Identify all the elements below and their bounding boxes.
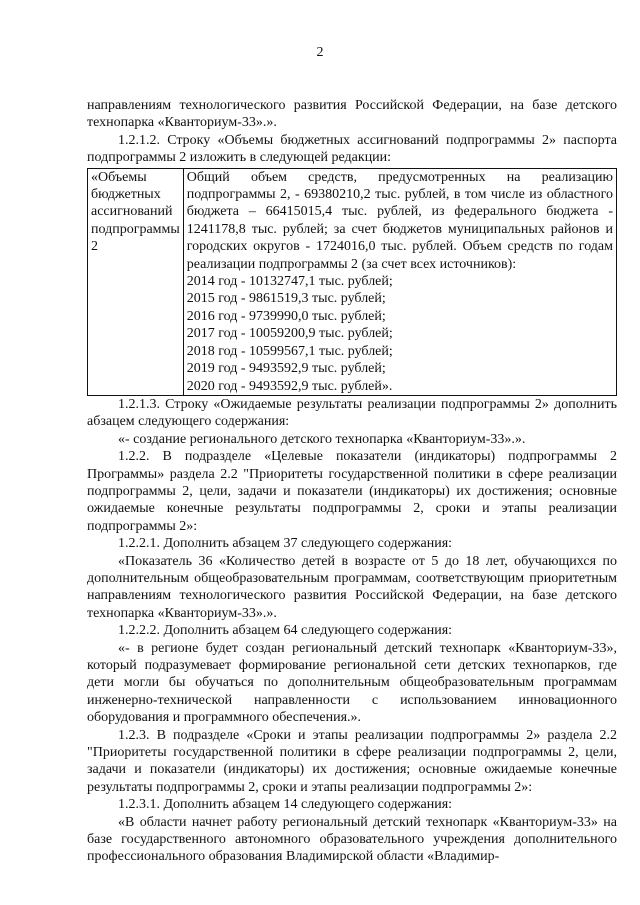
year-2020: 2020 год - 9493592,9 тыс. рублей». <box>186 378 393 394</box>
year-2018: 2018 год - 10599567,1 тыс. рублей; <box>186 343 393 359</box>
paragraph-continuation: направлениям технологического развития Российской Федерации, на базе детского технопарка «Кванториум-33».». <box>87 98 617 131</box>
paragraph-indicator-36: «Показатель 36 «Количество детей в возрасте от 5 до 18 лет, обучающихся по дополнительным общеобразовательным программам, соответствующим приоритетным направлениям технологического развития Российской Федерации, на базе детского технопарка «Кванториум-33».». <box>87 553 617 621</box>
paragraph-1-2-3-1: 1.2.3.1. Дополнить абзацем 14 следующего содержания: <box>118 797 453 813</box>
year-2016: 2016 год - 9739990,0 тыс. рублей; <box>186 308 386 324</box>
paragraph-region-network: «- в регионе будет создан региональный детский технопарк «Кванториум-33», который подразумевает формирование региональной сети детских технопарков, где дети могли бы обучаться по дополнительным общеобразовательным программам инженерно-технической направленности с использованием инновационного оборудования и программного обеспечения.». <box>87 640 617 726</box>
year-2015: 2015 год - 9861519,3 тыс. рублей; <box>186 291 386 307</box>
paragraph-1-2-2-1: 1.2.2.1. Дополнить абзацем 37 следующего содержания: <box>118 536 453 552</box>
budget-passport-table <box>87 168 617 396</box>
table-label-cell: «Объемы бюджетных ассигнований подпрограммы 2 <box>88 168 184 395</box>
paragraph-1-2-3: 1.2.3. В подразделе «Сроки и этапы реализации подпрограммы 2» раздела 2.2 "Приоритеты государственной политики в сфере реализации подпрограммы 2, цели, задачи и показатели (индикаторы) их достижения; основные ожидаемые конечные результаты подпрограммы 2, сроки и этапы реализации подпрограммы 2»: <box>87 727 617 795</box>
table-value-cell <box>183 168 616 395</box>
paragraph-work-start: «В области начнет работу региональный детский технопарк «Кванториум-33» на базе государственного автономного образовательного учреждения дополнительного профессионального образования Владимирской области «Владимир- <box>87 814 617 865</box>
paragraph-1-2-1-3: 1.2.1.3. Строку «Ожидаемые результаты реализации подпрограммы 2» дополнить абзацем следующего содержания: <box>87 396 617 430</box>
table-row <box>88 168 617 395</box>
paragraph-1-2-2-2: 1.2.2.2. Дополнить абзацем 64 следующего содержания: <box>118 623 453 639</box>
paragraph-quote-technopark: «- создание регионального детского технопарка «Кванториум-33».». <box>118 431 526 447</box>
paragraph-1-2-2: 1.2.2. В подразделе «Целевые показатели (индикаторы) подпрограммы 2 Программы» раздела 2.2 "Приоритеты государственной политики в сфере реализации подпрограммы 2, цели, задачи и показатели (индикаторы) их достижения; основные ожидаемые конечные результаты подпрограммы 2, сроки и этапы реализации подпрограммы 2»: <box>87 449 617 534</box>
year-2014: 2014 год - 10132747,1 тыс. рублей; <box>186 274 393 290</box>
year-2017: 2017 год - 10059200,9 тыс. рублей; <box>186 326 393 342</box>
page-number: 2 <box>316 45 324 60</box>
paragraph-1-2-1-2: 1.2.1.2. Строку «Объемы бюджетных ассигнований подпрограммы 2» паспорта подпрограммы 2 изложить в следующей редакции: <box>87 132 617 166</box>
budget-summary: Общий объем средств, предусмотренных на реализацию подпрограммы 2, - 69380210,2 тыс. рублей, в том числе из областного бюджета – 66415015,4 тыс. рублей, из федерального бюджета - 1241178,8 тыс. рублей; за счет бюджетов муниципальных районов и городских округов - 1724016,0 тыс. рублей. Объем средств по годам реализации подпрограммы 2 (за счет всех источников): <box>186 169 613 272</box>
document-body <box>87 97 617 866</box>
year-2019: 2019 год - 9493592,9 тыс. рублей; <box>186 361 386 377</box>
